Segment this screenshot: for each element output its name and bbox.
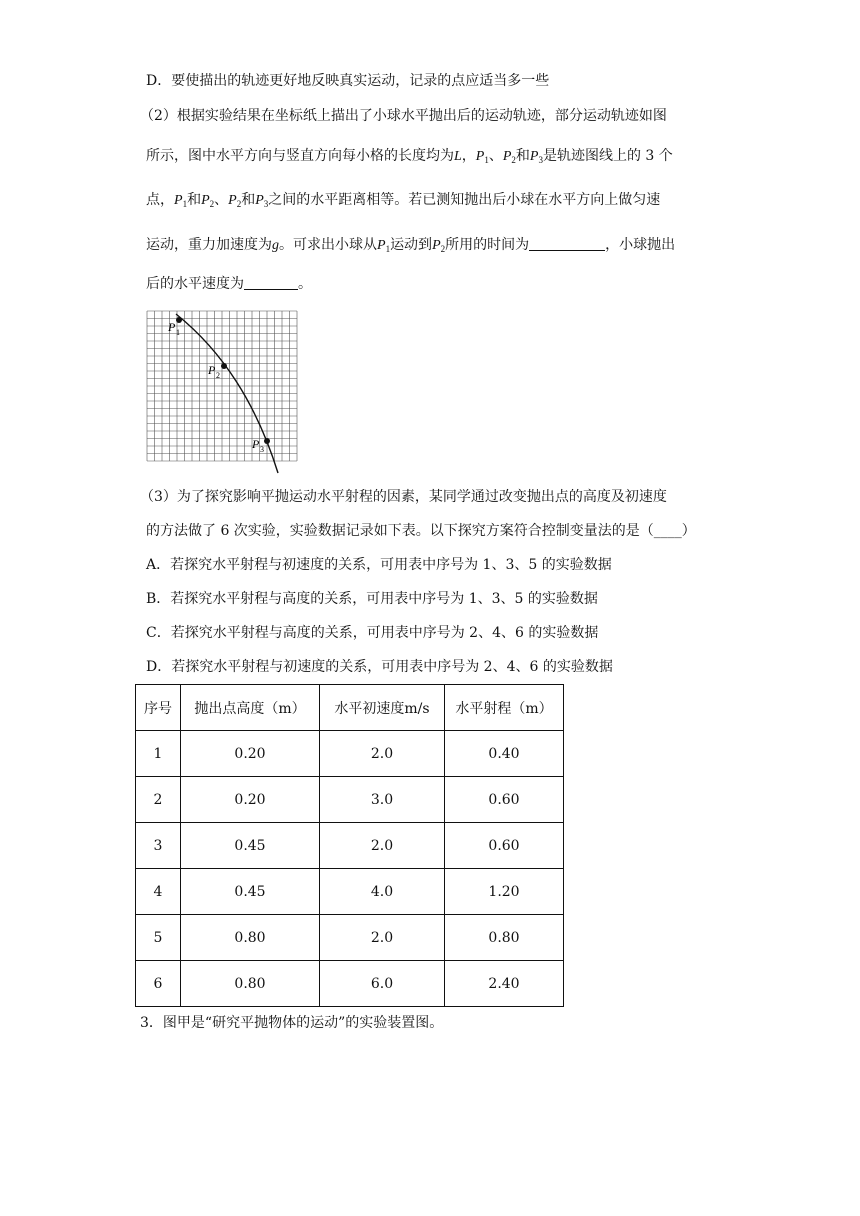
q3-option-a: A．若探究水平射程与初速度的关系，可用表中序号为 1、3、5 的实验数据 bbox=[146, 557, 612, 573]
point-sub: 2 bbox=[209, 199, 215, 209]
q2-text: 点， bbox=[146, 192, 174, 208]
point-p2 bbox=[221, 363, 227, 369]
table-cell: 0.80 bbox=[181, 915, 320, 961]
table-cell: 2.0 bbox=[320, 915, 445, 961]
table-row bbox=[136, 915, 564, 961]
q2-text: 运动，重力加速度为 bbox=[146, 237, 272, 253]
table-cell: 2.0 bbox=[320, 823, 445, 869]
q3-option-d: D．若探究水平射程与初速度的关系，可用表中序号为 2、4、6 的实验数据 bbox=[146, 659, 613, 675]
q2-paragraph-line-1: （2）根据实验结果在坐标纸上描出了小球水平抛出后的运动轨迹，部分运动轨迹如图 bbox=[140, 108, 667, 124]
length-var-L: L bbox=[454, 149, 462, 164]
q2-text: 运动到 bbox=[390, 237, 433, 253]
table-cell: 0.80 bbox=[445, 915, 564, 961]
table-cell: 0.60 bbox=[445, 823, 564, 869]
point-var: P bbox=[502, 149, 512, 164]
next-question-text: 3．图甲是“研究平抛物体的运动”的实验装置图。 bbox=[140, 1015, 444, 1031]
table-cell: 0.20 bbox=[181, 731, 320, 777]
table-cell: 4.0 bbox=[320, 869, 445, 915]
q2-text: 。可求出小球从 bbox=[279, 237, 377, 253]
q2-text: 所示，图中水平方向与竖直方向每小格的长度均为 bbox=[146, 148, 454, 164]
q2-text: 之间的水平距离相等。若已测知抛出后小球在水平方向上做匀速 bbox=[268, 192, 661, 208]
point-sub: 2 bbox=[236, 199, 242, 209]
table-row bbox=[136, 823, 564, 869]
p3-label: P bbox=[252, 437, 260, 451]
table-cell: 2 bbox=[136, 777, 181, 823]
point-var: P bbox=[228, 193, 237, 208]
table-cell: 5 bbox=[136, 915, 181, 961]
q2-paragraph-line-3 bbox=[146, 190, 660, 214]
point-sub: 2 bbox=[511, 155, 516, 165]
header-range: 水平射程（m） bbox=[445, 685, 564, 731]
q2-text: 所用的时间为 bbox=[445, 237, 530, 253]
q3-paragraph-line-2: 的方法做了 6 次实验，实验数据记录如下表。以下探究方案符合控制变量法的是（____） bbox=[146, 523, 696, 539]
q2-text: ， bbox=[461, 148, 476, 164]
table-cell: 1 bbox=[136, 731, 181, 777]
p1-sub: 1 bbox=[176, 328, 180, 337]
table-cell: 0.20 bbox=[181, 777, 320, 823]
gravity-var-g: g bbox=[272, 238, 279, 253]
header-initial-speed: 水平初速度m/s bbox=[320, 685, 445, 731]
trajectory-grid-figure bbox=[146, 310, 306, 475]
q2-text: 。 bbox=[298, 276, 312, 292]
q2-text: 后的水平速度为 bbox=[146, 276, 244, 292]
table-row bbox=[136, 869, 564, 915]
point-var: P bbox=[529, 149, 539, 164]
table-row bbox=[136, 777, 564, 823]
p3-sub: 3 bbox=[260, 445, 264, 454]
q3-option-b: B．若探究水平射程与高度的关系，可用表中序号为 1、3、5 的实验数据 bbox=[146, 591, 598, 607]
table-row bbox=[136, 731, 564, 777]
q2-text: 、 bbox=[214, 192, 229, 208]
point-sub: 1 bbox=[484, 155, 489, 165]
table-cell: 0.45 bbox=[181, 869, 320, 915]
header-height: 抛出点高度（m） bbox=[181, 685, 320, 731]
p2-sub: 2 bbox=[216, 371, 220, 380]
table-header-row bbox=[136, 685, 564, 731]
point-var: P bbox=[201, 193, 210, 208]
point-var: P bbox=[432, 238, 441, 253]
table-cell: 3.0 bbox=[320, 777, 445, 823]
header-index: 序号 bbox=[136, 685, 181, 731]
point-sub: 2 bbox=[440, 244, 446, 254]
point-sub: 1 bbox=[182, 199, 188, 209]
q2-text: 是轨迹图线上的 3 个 bbox=[542, 148, 673, 164]
q2-paragraph-line-4 bbox=[146, 235, 675, 259]
point-sub: 3 bbox=[538, 155, 543, 165]
point-var: P bbox=[255, 193, 264, 208]
q2-text: 和 bbox=[187, 192, 202, 208]
q3-option-c: C．若探究水平射程与高度的关系，可用表中序号为 2、4、6 的实验数据 bbox=[146, 625, 599, 641]
table-cell: 2.0 bbox=[320, 731, 445, 777]
table-cell: 6.0 bbox=[320, 961, 445, 1007]
table-row bbox=[136, 961, 564, 1007]
point-p1 bbox=[176, 317, 182, 323]
q2-text: ，小球抛出 bbox=[605, 237, 676, 253]
point-var: P bbox=[174, 193, 183, 208]
table-cell: 3 bbox=[136, 823, 181, 869]
option-d-text: D．要使描出的轨迹更好地反映真实运动，记录的点应适当多一些 bbox=[146, 73, 550, 89]
p2-label: P bbox=[208, 363, 216, 377]
table-cell: 0.80 bbox=[181, 961, 320, 1007]
point-sub: 3 bbox=[263, 199, 269, 209]
answer-blank-time[interactable] bbox=[529, 236, 605, 251]
point-var: P bbox=[377, 238, 386, 253]
q2-paragraph-line-5 bbox=[146, 274, 312, 294]
q2-paragraph-line-2 bbox=[146, 146, 673, 170]
p1-label: P bbox=[168, 320, 176, 334]
table-cell: 0.40 bbox=[445, 731, 564, 777]
point-var: P bbox=[475, 149, 485, 164]
table-cell: 4 bbox=[136, 869, 181, 915]
table-cell: 0.60 bbox=[445, 777, 564, 823]
q2-text: 和 bbox=[241, 192, 256, 208]
table-cell: 6 bbox=[136, 961, 181, 1007]
experiment-data-table bbox=[135, 684, 564, 1007]
point-p3 bbox=[264, 438, 270, 444]
q2-text: 和 bbox=[515, 148, 530, 164]
answer-blank-velocity[interactable] bbox=[244, 275, 298, 290]
table-cell: 2.40 bbox=[445, 961, 564, 1007]
table-cell: 1.20 bbox=[445, 869, 564, 915]
q2-text: 、 bbox=[488, 148, 503, 164]
q3-paragraph-line-1: （3）为了探究影响平抛运动水平射程的因素，某同学通过改变抛出点的高度及初速度 bbox=[140, 489, 667, 505]
table-cell: 0.45 bbox=[181, 823, 320, 869]
point-sub: 1 bbox=[385, 244, 391, 254]
